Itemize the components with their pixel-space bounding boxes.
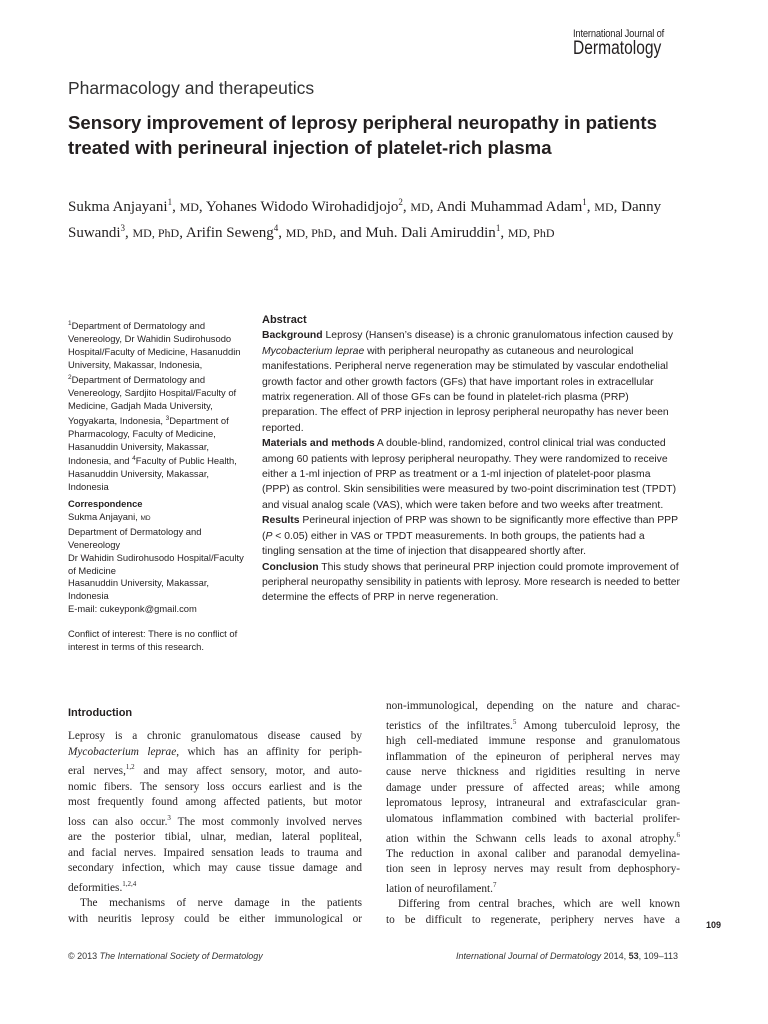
- intro-line: eral nerves,$^{1,2}$ and may affect sensory, motor, and auto-: [68, 763, 362, 777]
- author-degree: MD: [410, 200, 430, 214]
- citation-ref: 6: [676, 830, 680, 839]
- correspondence-line: Dr Wahidin Sudirohusodo Hospital/Faculty: [68, 551, 244, 563]
- intro-line: high cell-mediated immune response and granulomatous: [386, 734, 680, 747]
- conflict-of-interest: Conflict of interest: There is no conflict of interest in terms of this research.: [68, 628, 238, 652]
- page-number: 109: [706, 920, 722, 930]
- footer-copyright-symbol: © 2013: [68, 951, 100, 961]
- abstract-line: determine the effects of PRP in nerve regeneration.: [262, 592, 499, 604]
- abstract: [262, 313, 692, 606]
- author-degree: MD: [179, 200, 199, 214]
- affiliation-number: 3: [165, 414, 170, 422]
- intro-column-left: [68, 729, 362, 927]
- citation-ref: 7: [492, 881, 497, 890]
- correspondence-author: Sukma Anjayani, MD: [68, 510, 151, 522]
- footer-citation: [456, 951, 678, 961]
- journal-logo: [573, 28, 681, 58]
- footer-volume: 53: [628, 951, 639, 961]
- intro-line: teristics of the infiltrates.$^5$ Among tuberculoid leprosy, the: [386, 717, 680, 732]
- affiliations: [68, 318, 248, 494]
- author-name: Arifin Seweng: [185, 225, 274, 241]
- footer-copyright: [68, 951, 263, 961]
- correspondence-name: Sukma Anjayani: [68, 510, 136, 522]
- citation-ref: 1,2,4: [122, 879, 137, 888]
- author-affiliation-ref: 1: [495, 223, 501, 233]
- journal-logo-line2: Dermatology: [573, 38, 662, 59]
- intro-line: nomic fibers. The sensory loss occurs earliest and is the: [68, 780, 362, 793]
- abstract-line: either a 1-ml injection of PRP as treatment or a 1-ml injection of platelet-poor plasma: [262, 469, 651, 481]
- section-label: Pharmacology and therapeutics: [68, 78, 315, 98]
- author-name: Sukma Anjayani: [68, 199, 168, 215]
- affiliation-number: 2: [68, 373, 72, 381]
- abstract-line: preparation. The effect of PRP injection in leprosy peripheral neuropathy has never been: [262, 407, 669, 419]
- intro-line: most frequently found among affected patients, but motor: [68, 796, 362, 809]
- affiliation-text: Department of Dermatology and Venereology, Dr Wahidin Sudirohusodo Hospital/Faculty of Medicine, Hasanuddin University, Makassar, Indonesia,: [68, 320, 241, 370]
- citation-ref: 1,2: [125, 763, 135, 772]
- abstract-section: [262, 513, 692, 559]
- author: Andi Muhammad Adam$^1$, MD,: [436, 197, 622, 215]
- italic-text: Mycobacterium leprae: [262, 345, 365, 357]
- italic-text: P: [265, 530, 273, 542]
- intro-line: tion seen in leprosy nerves may result from dephosphory-: [386, 863, 680, 876]
- author: Yohanes Widodo Wirohadidjojo$^2$, MD,: [205, 197, 437, 215]
- intro-line: non-immunological, depending on the nature and charac-: [386, 700, 680, 712]
- abstract-line: reported.: [262, 422, 304, 434]
- author-name: Danny Suwandi: [68, 199, 662, 241]
- citation-ref: 5: [512, 717, 517, 726]
- author-affiliation-ref: 4: [273, 223, 279, 233]
- intro-line: lepromatous leprosy, intraneural and extrafascicular gran-: [386, 797, 680, 810]
- correspondence-address: [68, 526, 253, 616]
- author-name: Yohanes Widodo Wirohadidjojo: [205, 199, 399, 215]
- author-degree: MD, PhD: [285, 226, 333, 240]
- abstract-line: among 60 patients with leprosy peripheral neuropathy. They were randomized to receive: [262, 453, 668, 465]
- correspondence-line: Venereology: [68, 538, 121, 550]
- abstract-line: (P < 0.05) either in VAS or TPDT measurements. In both groups, the patients had a: [262, 530, 645, 542]
- abstract-section-label: Conclusion: [262, 561, 319, 573]
- author: Muh. Dali Amiruddin$^1$, MD, PhD: [365, 223, 555, 241]
- intro-line: lation of neurofilament.$^7$: [386, 881, 497, 895]
- footer-society: The International Society of Dermatology: [99, 951, 263, 961]
- correspondence-line: Department of Dermatology and: [68, 525, 202, 537]
- abstract-section-label: Results: [262, 515, 300, 527]
- intro-line: damage under pressure of affected areas; while among: [386, 781, 680, 794]
- intro-line: Differing from central braches, which are well known: [398, 898, 680, 911]
- affiliation-text: Department of Dermatology and Venereology, Sardjito Hospital/Faculty of Medicine, Gadjah Mada University, Yogyakarta, Indonesia,: [68, 373, 237, 426]
- intro-column-right: [386, 699, 680, 929]
- intro-line: inflammation of the epineuron of peripheral nerves may: [386, 750, 680, 763]
- author-list: [68, 192, 688, 244]
- citation-ref: 3: [167, 813, 171, 822]
- introduction-heading: Introduction: [68, 707, 133, 719]
- footer-journal: International Journal of Dermatology: [456, 951, 604, 961]
- correspondence-line: Hasanuddin University, Makassar,: [68, 577, 210, 589]
- abstract-section: [262, 328, 692, 436]
- author-name: Andi Muhammad Adam: [436, 199, 583, 215]
- affiliation-number: 4: [132, 455, 136, 463]
- abstract-line: (PPP) as control. Skin sensibilities were measured by two-point discrimination test (TPDT): [262, 484, 677, 496]
- intro-line: to be difficult to regenerate, periphery nerves have a: [386, 914, 680, 927]
- correspondence-line: of Medicine: [68, 564, 116, 576]
- author-degree: MD, PhD: [507, 226, 555, 240]
- intro-line: secondary infection, which may cause tissue damage and: [68, 862, 362, 875]
- abstract-body: [262, 328, 692, 605]
- footer-pages: , 109–113: [638, 951, 679, 961]
- abstract-line: Results Perineural injection of PRP was shown to be significantly more effective than PPP: [262, 515, 679, 527]
- footer-year: 2014,: [603, 951, 629, 961]
- intro-line: ulomatous inflammation combined with bacterial prolifer-: [386, 812, 680, 825]
- intro-line: The reduction in axonal caliber and paranodal demyelina-: [386, 847, 680, 860]
- author-degree: MD: [594, 200, 614, 214]
- intro-line: with neuritis leprosy could be either immunological or: [68, 912, 362, 925]
- author-affiliation-ref: 1: [167, 197, 173, 207]
- abstract-line: manifestations. Peripheral nerve regeneration may be stimulated by vascular endothelial: [262, 361, 669, 373]
- abstract-section-label: Background: [262, 330, 323, 342]
- author-degree: MD, PhD: [132, 226, 180, 240]
- abstract-line: peripheral neuropathy sensibility in patients with leprosy. More research is needed to better: [262, 576, 680, 588]
- intro-line: Mycobacterium leprae, which has an affinity for periph-: [68, 745, 362, 758]
- author-name: Muh. Dali Amiruddin: [365, 225, 496, 241]
- abstract-line: tingling sensation at the time of injection that disappeared shortly after.: [262, 546, 587, 558]
- intro-line: are the posterior tibial, ulnar, median, lateral popliteal,: [68, 831, 362, 844]
- abstract-line: Conclusion This study shows that perineural PRP injection could promote improvement of: [262, 561, 679, 573]
- intro-line: ation within the Schwann cells leads to axonal atrophy.$^6$: [386, 830, 680, 845]
- abstract-line: Materials and methods A double-blind, randomized, control clinical trial was conducted: [262, 438, 666, 450]
- intro-line: The mechanisms of nerve damage in the patients: [80, 897, 362, 910]
- abstract-section-label: Materials and methods: [262, 438, 375, 450]
- correspondence: [68, 498, 253, 616]
- author-affiliation-ref: 2: [398, 197, 403, 207]
- correspondence-heading: Correspondence: [68, 498, 143, 509]
- intro-line: cause nerve thickness and rigidities resulting in nerve: [386, 766, 680, 779]
- article-title: Sensory improvement of leprosy peripheral neuropathy in patients treated with perineural injection of platelet-rich plasma: [68, 112, 657, 158]
- affiliation-number: 1: [68, 320, 72, 327]
- abstract-heading: Abstract: [262, 314, 307, 326]
- abstract-line: matrix regeneration. All of those GFs can be found in platelet-rich plasma (PRP): [262, 392, 629, 404]
- abstract-line: and visual analog scale (VAS), which were taken before and two weeks after treatment.: [262, 499, 664, 511]
- abstract-line: growth factor and other growth factors (GFs) that have important roles in extracellular: [262, 376, 654, 388]
- correspondence-degree: MD: [140, 514, 151, 522]
- intro-line: deformities.$^{1,2,4}$: [68, 879, 137, 894]
- abstract-line: Mycobacterium leprae with peripheral neuropathy as cutaneous and neurological: [262, 345, 634, 357]
- intro-line: Leprosy is a chronic granulomatous disease caused by: [68, 730, 362, 742]
- abstract-line: Background Leprosy (Hansen’s disease) is a chronic granulomatous infection caused by: [262, 330, 674, 342]
- correspondence-line: E-mail: cukeyponk@gmail.com: [68, 603, 197, 615]
- intro-line: loss can also occur.$^3$ The most commonly involved nerves: [68, 813, 362, 828]
- abstract-section: [262, 560, 692, 606]
- affiliation-text: Department of Pharmacology, Faculty of Medicine, Hasanuddin University, Makassar, Indonesia, and: [68, 414, 229, 467]
- author: Arifin Seweng$^4$, MD, PhD, and: [185, 223, 366, 241]
- affiliation-text: Faculty of Public Health, Hasanuddin University, Makassar, Indonesia: [68, 455, 237, 493]
- italic-text: Mycobacterium leprae: [68, 745, 177, 758]
- author-affiliation-ref: 3: [120, 223, 125, 233]
- journal-logo-line1: International Journal of: [573, 28, 665, 40]
- author-affiliation-ref: 1: [582, 197, 587, 207]
- correspondence-line: Indonesia: [68, 590, 109, 602]
- intro-line: and facial nerves. Impaired sensation leads to trauma and: [68, 846, 362, 859]
- author: Danny Suwandi$^3$, MD, PhD,: [68, 199, 662, 241]
- abstract-section: [262, 436, 692, 513]
- author: Sukma Anjayani$^1$, MD,: [68, 197, 206, 215]
